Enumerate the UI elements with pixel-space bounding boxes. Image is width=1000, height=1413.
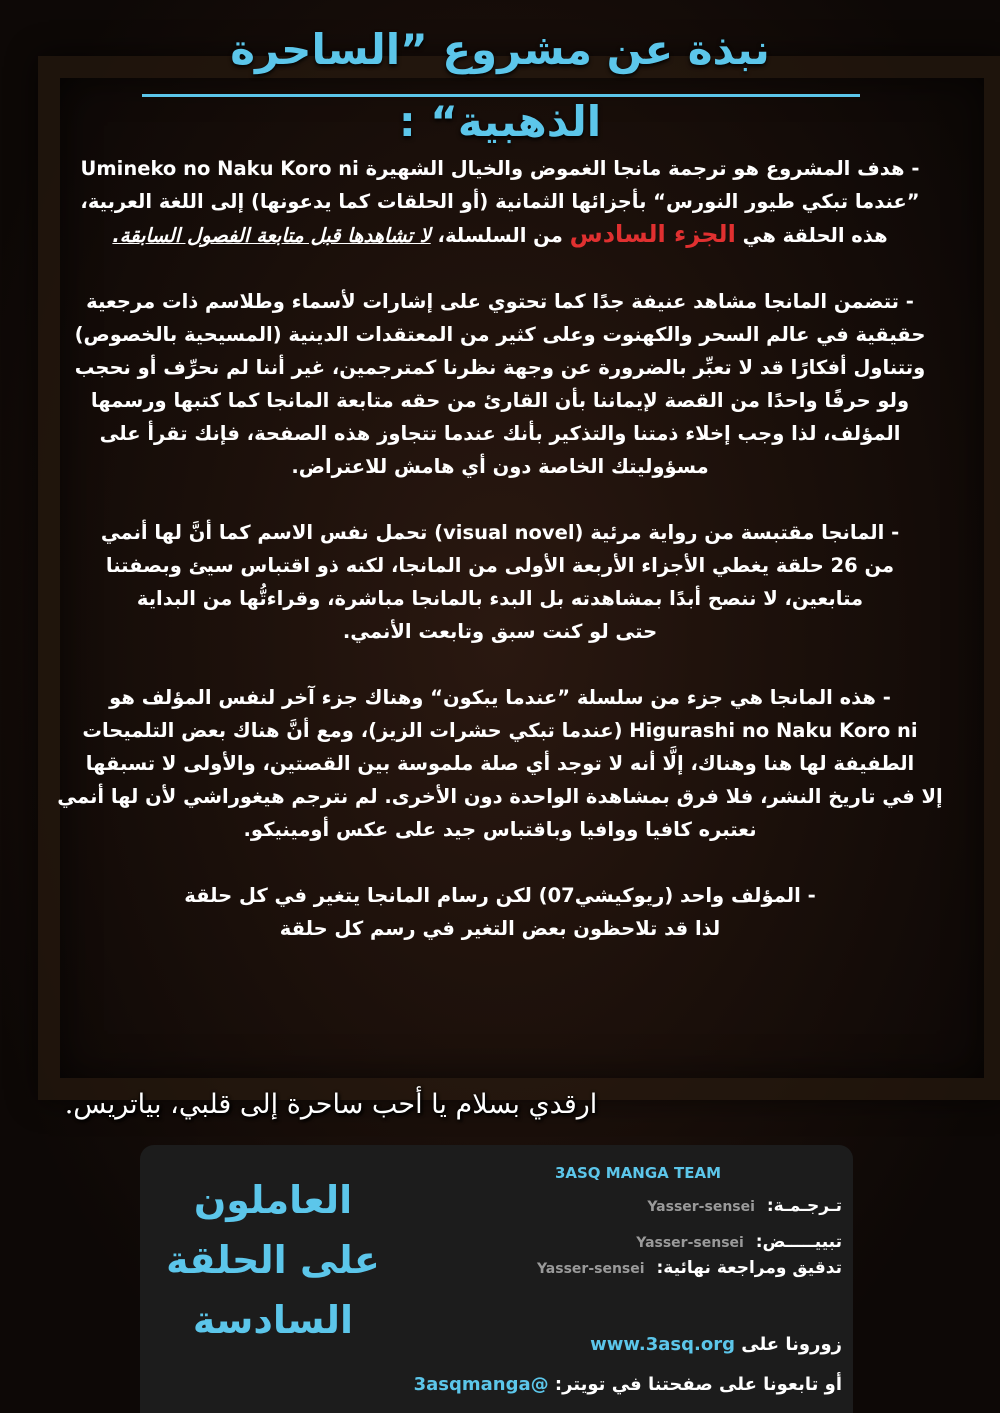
- credits-heading-line: العاملون: [193, 1178, 353, 1222]
- credits-heading-line: على الحلقة: [166, 1238, 380, 1282]
- text-line: [38, 218, 962, 252]
- credit-label: تبييـــــض:: [755, 1232, 842, 1252]
- text-fragment: هذه الحلقة هي: [742, 224, 888, 247]
- website-label: زورونا على: [741, 1334, 842, 1355]
- text-line: - المانجا مقتبسة من رواية مرئية (visual novel) تحمل نفس الاسم كما أنَّ لها أنمي: [100, 521, 900, 544]
- text-line: الطفيفة لها هنا وهناك، إلَّا أنه لا توجد أي صلة ملموسة بين القصتين، والأولى لا تسبقها: [85, 752, 915, 775]
- paragraph-content-warning: [38, 285, 962, 483]
- twitter-label: أو تابعونا على صفحتنا في تويتر:: [554, 1374, 842, 1395]
- credit-row-proofreading: [537, 1258, 842, 1278]
- credit-label: تدقيق ومراجعة نهائية:: [656, 1258, 842, 1278]
- credits-heading: [148, 1170, 398, 1350]
- paragraph-author: [38, 879, 962, 945]
- credits-heading-line: السادسة: [192, 1298, 354, 1342]
- team-name: 3ASQ MANGA TEAM: [554, 1164, 722, 1182]
- text-fragment: من السلسلة،: [437, 224, 563, 247]
- part-highlight: الجزء السادس: [569, 220, 736, 248]
- website-link[interactable]: www.3asq.org: [590, 1334, 735, 1355]
- text-line: - المؤلف واحد (ريوكيشي07) لكن رسام المانجا يتغير في كل حلقة: [184, 884, 816, 907]
- text-line: من 26 حلقة يغطي الأجزاء الأربعة الأولى من المانجا، لكنه ذو اقتباس سيئ وبصفتنا: [105, 554, 895, 577]
- twitter-line: [414, 1374, 842, 1395]
- credit-value: Yasser-sensei: [636, 1235, 744, 1251]
- credit-value: Yasser-sensei: [536, 1261, 645, 1277]
- page-title: نبذة عن مشروع ”الساحرة الذهبية“ :: [230, 25, 770, 146]
- text-line: - تتضمن المانجا مشاهد عنيفة جدًا كما تحتوي على إشارات لأسماء وطلاسم ذات مرجعية: [86, 290, 914, 313]
- warning-underlined: لا تشاهدها قبل متابعة الفصول السابقة.: [112, 224, 431, 247]
- text-line: حقيقية في عالم السحر والكهنوت وعلى كثير من المعتقدات الدينية (المسيحية بالخصوص): [74, 323, 926, 346]
- paragraph-goal: [38, 152, 962, 252]
- website-line: [590, 1334, 842, 1355]
- text-line: متابعين، لا ننصح أبدًا بمشاهدته بل البدء بالمانجا مباشرة، وقراءتُّها من البداية: [136, 587, 864, 610]
- paragraph-source: [38, 516, 962, 648]
- credit-row-translation: [647, 1196, 842, 1216]
- text-line: نعتبره كافيا ووافيا وباقتباس جيد على عكس أومينيكو.: [243, 818, 757, 841]
- text-line: المؤلف، لذا وجب إخلاء ذمتنا والتذكير بأنك عندما تتجاوز هذه الصفحة، فإنك تقرأ على: [99, 422, 901, 445]
- project-description: [38, 152, 962, 978]
- credit-row-cleaning: [636, 1232, 842, 1252]
- text-line: - هدف المشروع هو ترجمة مانجا الغموض والخيال الشهيرة Umineko no Naku Koro ni: [80, 157, 920, 180]
- credit-label: تـرجـمـة:: [766, 1196, 842, 1216]
- text-line: حتى لو كنت سبق وتابعت الأنمي.: [342, 620, 658, 643]
- text-line: إلا في تاريخ النشر، فلا فرق بمشاهدة الواحدة دون الأخرى. لم نترجم هيغوراشي لأن لها أنمي: [57, 785, 943, 808]
- twitter-link[interactable]: @3asqmanga: [413, 1374, 549, 1395]
- text-line: Higurashi no Naku Koro ni (عندما تبكي حشرات الزيز)، ومع أنَّ هناك بعض التلميحات: [82, 719, 918, 742]
- title-underline: [142, 94, 860, 97]
- text-line: لذا قد تلاحظون بعض التغير في رسم كل حلقة: [279, 917, 721, 940]
- paragraph-series: [38, 681, 962, 846]
- farewell-message: ارقدي بسلام يا أحب ساحرة إلى قلبي، بياتريس.: [64, 1089, 598, 1120]
- text-line: - هذه المانجا هي جزء من سلسلة ”عندما يبكون“ وهناك جزء آخر لنفس المؤلف هو: [109, 686, 891, 709]
- credit-value: Yasser-sensei: [647, 1199, 755, 1215]
- text-line: ”عندما تبكي طيور النورس“ بأجزائها الثمانية (أو الحلقات كما يدعونها) إلى اللغة العربية،: [80, 190, 920, 213]
- text-line: مسؤوليتك الخاصة دون أي هامش للاعتراض.: [291, 455, 709, 478]
- text-line: ولو حرفًا واحدًا من القصة لإيماننا بأن القارئ من حقه متابعة المانجا كما كتبها ورسمها: [90, 389, 910, 412]
- text-line: وتتناول أفكارًا قد لا تعبِّر بالضرورة عن وجهة نظرنا كمترجمين، غير أننا لم نحرِّف أو نحجب: [74, 356, 926, 379]
